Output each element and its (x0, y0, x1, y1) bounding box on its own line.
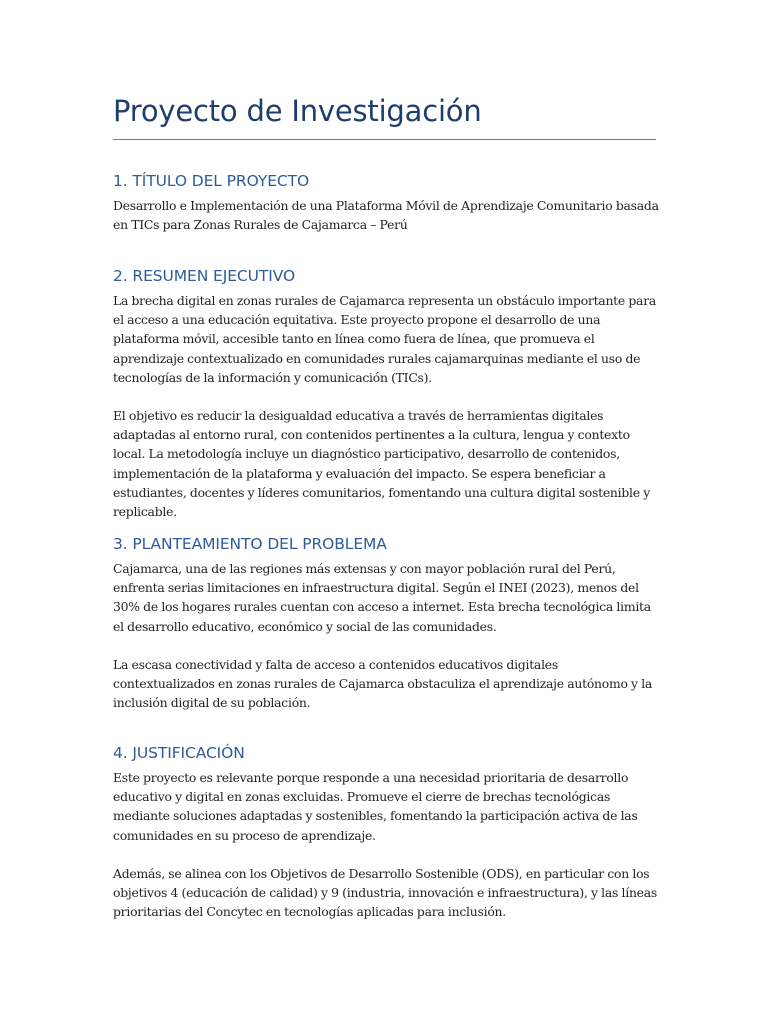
paragraph-justificacion-2: Además, se alinea con los Objetivos de Desarrollo Sostenible (ODS), en particular con los objetivos 4 (educación de calidad) y 9 (industria, innovación e infraestructura), y las líneas prioritarias del Concytec en tecnologías aplicadas para inclusión. (113, 866, 658, 920)
paragraph-problema-1: Cajamarca, una de las regiones más extensas y con mayor población rural del Perú, enfrenta serias limitaciones en infraestructura digital. Según el INEI (2023), menos del 30% de los hogares rurales cuentan con acceso a internet. Esta brecha tecnológica limita el desarrollo educativo, económico y social de las comunidades. (113, 561, 651, 634)
document-title: Proyecto de Investigación (113, 94, 482, 128)
section-heading-titulo: 1. TÍTULO DEL PROYECTO (113, 172, 310, 190)
paragraph-justificacion-1: Este proyecto es relevante porque responde a una necesidad prioritaria de desarrollo educativo y digital en zonas excluidas. Promueve el cierre de brechas tecnológicas mediante soluciones adaptadas y sostenibles, fomentando la participación activa de las comunidades en su proceso de aprendizaje. (113, 770, 638, 843)
paragraph-titulo: Desarrollo e Implementación de una Plataforma Móvil de Aprendizaje Comunitario basada en TICs para Zonas Rurales de Cajamarca – Perú (113, 198, 659, 233)
section-heading-resumen: 2. RESUMEN EJECUTIVO (113, 267, 296, 285)
section-heading-justificacion: 4. JUSTIFICACIÓN (113, 744, 245, 762)
paragraph-resumen-1: La brecha digital en zonas rurales de Cajamarca representa un obstáculo importante para el acceso a una educación equitativa. Este proyecto propone el desarrollo de una plataforma móvil, accesible tanto en línea como fuera de línea, que promueva el aprendizaje contextualizado en comunidades rurales cajamarquinas mediante el uso de tecnologías de la información y comunicación (TICs). (113, 293, 656, 385)
title-underline (113, 139, 656, 140)
section-heading-problema: 3. PLANTEAMIENTO DEL PROBLEMA (113, 535, 387, 553)
paragraph-problema-2: La escasa conectividad y falta de acceso a contenidos educativos digitales contextualizados en zonas rurales de Cajamarca obstaculiza el aprendizaje autónomo y la inclusión digital de su población. (113, 657, 653, 711)
paragraph-resumen-2: El objetivo es reducir la desigualdad educativa a través de herramientas digitales adaptadas al entorno rural, con contenidos pertinentes a la cultura, lengua y contexto local. La metodología incluye un diagnóstico participativo, desarrollo de contenidos, implementación de la plataforma y evaluación del impacto. Se espera beneficiar a estudiantes, docentes y líderes comunitarios, fomentando una cultura digital sostenible y replicable. (113, 408, 650, 520)
